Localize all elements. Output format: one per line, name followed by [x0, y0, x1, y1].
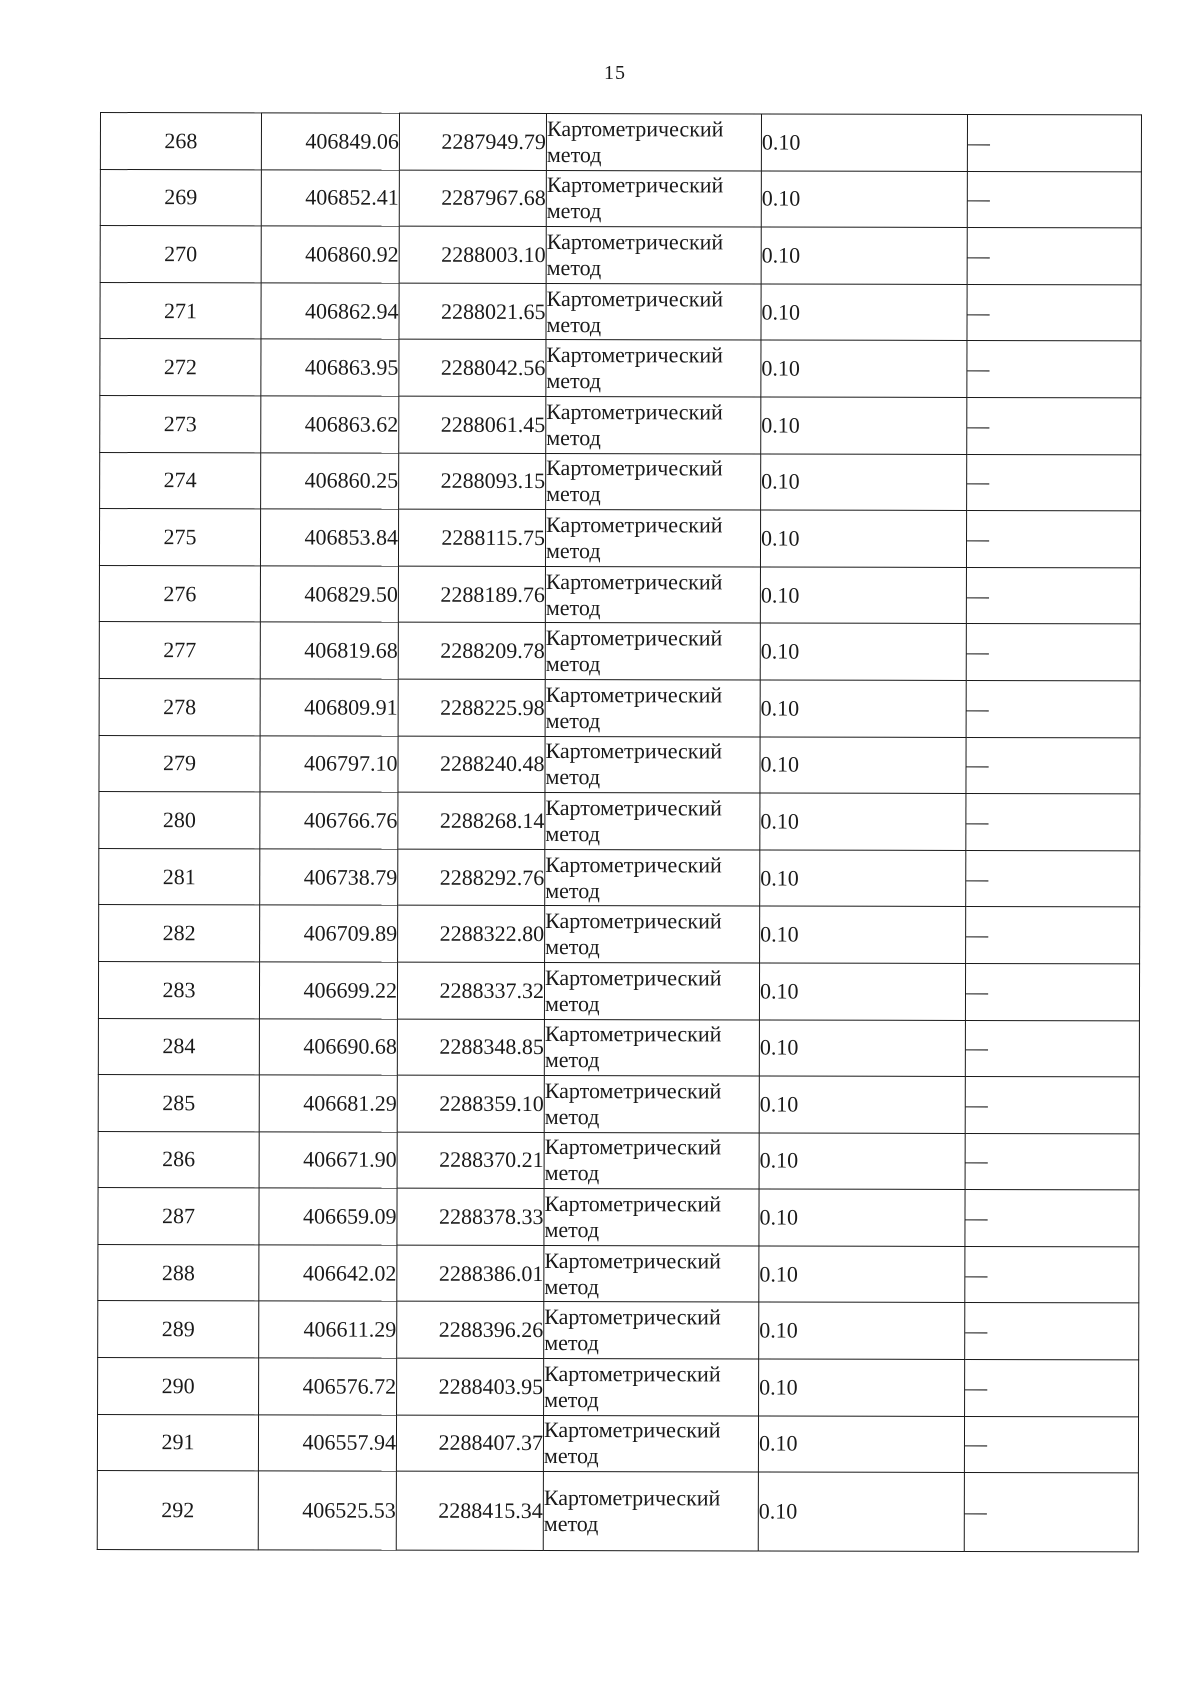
method-cell: Картометрический метод	[544, 962, 759, 1019]
accuracy-cell: 0.10	[759, 1359, 965, 1416]
accuracy-cell: 0.10	[759, 1019, 965, 1076]
x-coordinate-cell: 406829.50	[260, 566, 398, 623]
coordinates-table	[97, 112, 1142, 1553]
method-cell: Картометрический метод	[545, 566, 760, 623]
y-coordinate-cell: 2288378.33	[397, 1188, 544, 1245]
y-coordinate-cell: 2288348.85	[397, 1019, 544, 1076]
y-coordinate-cell: 2288225.98	[398, 679, 545, 736]
description-cell: —	[967, 114, 1141, 171]
accuracy-cell: 0.10	[760, 906, 966, 963]
accuracy-cell: 0.10	[758, 1472, 964, 1551]
x-coordinate-cell: 406797.10	[260, 735, 398, 792]
x-coordinate-cell: 406738.79	[260, 849, 398, 906]
point-number-cell: 278	[99, 678, 260, 735]
page-number: 15	[604, 62, 626, 84]
method-cell: Картометрический метод	[545, 793, 760, 850]
method-cell: Картометрический метод	[545, 623, 760, 680]
method-cell: Картометрический метод	[545, 510, 760, 567]
method-cell: Картометрический метод	[546, 340, 761, 397]
x-coordinate-cell: 406576.72	[259, 1358, 397, 1415]
y-coordinate-cell: 2288042.56	[399, 340, 546, 397]
table-row	[100, 169, 1141, 228]
method-cell: Картометрический метод	[544, 1245, 759, 1302]
point-number-cell: 290	[98, 1358, 259, 1415]
x-coordinate-cell: 406819.68	[260, 622, 398, 679]
point-number-cell: 270	[100, 226, 261, 283]
accuracy-cell: 0.10	[759, 963, 965, 1020]
y-coordinate-cell: 2288370.21	[397, 1132, 544, 1189]
x-coordinate-cell: 406862.94	[261, 283, 399, 340]
method-cell: Картометрический метод	[544, 1189, 759, 1246]
table-row	[100, 339, 1141, 398]
accuracy-cell: 0.10	[761, 114, 967, 171]
x-coordinate-cell: 406671.90	[259, 1132, 397, 1189]
y-coordinate-cell: 2288268.14	[398, 792, 545, 849]
table-row	[100, 452, 1141, 511]
accuracy-cell: 0.10	[761, 340, 967, 397]
accuracy-cell: 0.10	[759, 1302, 965, 1359]
accuracy-cell: 0.10	[758, 1416, 964, 1473]
x-coordinate-cell: 406766.76	[260, 792, 398, 849]
x-coordinate-cell: 406860.92	[261, 226, 399, 283]
point-number-cell: 288	[98, 1244, 259, 1301]
accuracy-cell: 0.10	[761, 397, 967, 454]
y-coordinate-cell: 2288396.26	[397, 1302, 544, 1359]
x-coordinate-cell: 406611.29	[259, 1301, 397, 1358]
y-coordinate-cell: 2288093.15	[399, 453, 546, 510]
y-coordinate-cell: 2288209.78	[398, 623, 545, 680]
point-number-cell: 271	[100, 282, 261, 339]
method-cell: Картометрический метод	[546, 396, 761, 453]
point-number-cell: 276	[99, 565, 260, 622]
table-row	[99, 905, 1140, 964]
table-row	[97, 1471, 1138, 1552]
table-row	[99, 509, 1140, 568]
y-coordinate-cell: 2288322.80	[398, 905, 545, 962]
description-cell: —	[965, 1360, 1139, 1417]
point-number-cell: 281	[99, 848, 260, 905]
accuracy-cell: 0.10	[761, 227, 967, 284]
x-coordinate-cell: 406849.06	[261, 113, 399, 170]
method-cell: Картометрический метод	[545, 849, 760, 906]
x-coordinate-cell: 406525.53	[258, 1471, 396, 1550]
table-row	[100, 282, 1141, 341]
description-cell: —	[967, 284, 1141, 341]
point-number-cell: 291	[97, 1414, 258, 1471]
table-row	[97, 1414, 1138, 1473]
point-number-cell: 272	[100, 339, 261, 396]
point-number-cell: 268	[100, 113, 261, 170]
accuracy-cell: 0.10	[761, 454, 967, 511]
y-coordinate-cell: 2287967.68	[399, 170, 546, 227]
accuracy-cell: 0.10	[760, 793, 966, 850]
description-cell: —	[964, 1473, 1138, 1552]
point-number-cell: 274	[100, 452, 261, 509]
point-number-cell: 286	[98, 1131, 259, 1188]
table-row	[99, 848, 1140, 907]
table-row	[99, 622, 1140, 681]
description-cell: —	[967, 397, 1141, 454]
method-cell: Картометрический метод	[546, 170, 761, 227]
description-cell: —	[966, 737, 1140, 794]
description-cell: —	[966, 850, 1140, 907]
method-cell: Картометрический метод	[546, 114, 761, 171]
point-number-cell: 269	[100, 169, 261, 226]
table-row	[98, 1301, 1139, 1360]
table-row	[99, 565, 1140, 624]
accuracy-cell: 0.10	[759, 1076, 965, 1133]
description-cell: —	[965, 1303, 1139, 1360]
accuracy-cell: 0.10	[760, 623, 966, 680]
table-row	[100, 113, 1141, 172]
description-cell: —	[966, 624, 1140, 681]
description-cell: —	[967, 228, 1141, 285]
description-cell: —	[965, 1133, 1139, 1190]
description-cell: —	[966, 567, 1140, 624]
accuracy-cell: 0.10	[760, 850, 966, 907]
point-number-cell: 284	[98, 1018, 259, 1075]
point-number-cell: 287	[98, 1188, 259, 1245]
method-cell: Картометрический метод	[543, 1472, 758, 1551]
table-row	[98, 1358, 1139, 1417]
x-coordinate-cell: 406863.62	[261, 396, 399, 453]
point-number-cell: 277	[99, 622, 260, 679]
y-coordinate-cell: 2288337.32	[397, 962, 544, 1019]
table-row	[99, 792, 1140, 851]
description-cell: —	[967, 454, 1141, 511]
x-coordinate-cell: 406809.91	[260, 679, 398, 736]
y-coordinate-cell: 2288359.10	[397, 1075, 544, 1132]
accuracy-cell: 0.10	[760, 737, 966, 794]
method-cell: Картометрический метод	[543, 1415, 758, 1472]
method-cell: Картометрический метод	[546, 283, 761, 340]
x-coordinate-cell: 406557.94	[258, 1415, 396, 1472]
x-coordinate-cell: 406681.29	[259, 1075, 397, 1132]
description-cell: —	[966, 680, 1140, 737]
y-coordinate-cell: 2287949.79	[399, 113, 546, 170]
y-coordinate-cell: 2288021.65	[399, 283, 546, 340]
x-coordinate-cell: 406659.09	[259, 1188, 397, 1245]
coordinates-table-body	[97, 113, 1141, 1553]
description-cell: —	[966, 794, 1140, 851]
description-cell: —	[965, 1246, 1139, 1303]
y-coordinate-cell: 2288003.10	[399, 226, 546, 283]
accuracy-cell: 0.10	[760, 567, 966, 624]
point-number-cell: 279	[99, 735, 260, 792]
method-cell: Картометрический метод	[544, 1359, 759, 1416]
accuracy-cell: 0.10	[760, 510, 966, 567]
x-coordinate-cell: 406852.41	[261, 169, 399, 226]
accuracy-cell: 0.10	[761, 284, 967, 341]
method-cell: Картометрический метод	[545, 906, 760, 963]
method-cell: Картометрический метод	[544, 1132, 759, 1189]
point-number-cell: 275	[99, 509, 260, 566]
point-number-cell: 282	[99, 905, 260, 962]
description-cell: —	[965, 1020, 1139, 1077]
description-cell: —	[967, 171, 1141, 228]
description-cell: —	[964, 1416, 1138, 1473]
y-coordinate-cell: 2288415.34	[396, 1471, 543, 1550]
description-cell: —	[966, 907, 1140, 964]
y-coordinate-cell: 2288407.37	[396, 1415, 543, 1472]
x-coordinate-cell: 406642.02	[259, 1245, 397, 1302]
y-coordinate-cell: 2288292.76	[398, 849, 545, 906]
table-row	[99, 678, 1140, 737]
accuracy-cell: 0.10	[760, 680, 966, 737]
x-coordinate-cell: 406853.84	[260, 509, 398, 566]
method-cell: Картометрический метод	[545, 736, 760, 793]
y-coordinate-cell: 2288061.45	[399, 396, 546, 453]
x-coordinate-cell: 406860.25	[261, 452, 399, 509]
accuracy-cell: 0.10	[759, 1246, 965, 1303]
table-row	[98, 1075, 1139, 1134]
point-number-cell: 273	[100, 395, 261, 452]
x-coordinate-cell: 406709.89	[260, 905, 398, 962]
method-cell: Картометрический метод	[544, 1302, 759, 1359]
y-coordinate-cell: 2288115.75	[398, 509, 545, 566]
accuracy-cell: 0.10	[759, 1189, 965, 1246]
y-coordinate-cell: 2288386.01	[397, 1245, 544, 1302]
accuracy-cell: 0.10	[759, 1133, 965, 1190]
x-coordinate-cell: 406863.95	[261, 339, 399, 396]
description-cell: —	[966, 511, 1140, 568]
method-cell: Картометрический метод	[544, 1019, 759, 1076]
y-coordinate-cell: 2288240.48	[398, 736, 545, 793]
table-row	[98, 1188, 1139, 1247]
table-row	[98, 1244, 1139, 1303]
method-cell: Картометрический метод	[545, 679, 760, 736]
point-number-cell: 283	[98, 961, 259, 1018]
point-number-cell: 292	[97, 1471, 258, 1550]
table-row	[98, 1018, 1139, 1077]
point-number-cell: 285	[98, 1075, 259, 1132]
description-cell: —	[965, 1190, 1139, 1247]
point-number-cell: 289	[98, 1301, 259, 1358]
method-cell: Картометрический метод	[544, 1076, 759, 1133]
x-coordinate-cell: 406699.22	[259, 962, 397, 1019]
table-row	[100, 226, 1141, 285]
y-coordinate-cell: 2288189.76	[398, 566, 545, 623]
point-number-cell: 280	[99, 792, 260, 849]
table-row	[100, 395, 1141, 454]
y-coordinate-cell: 2288403.95	[397, 1358, 544, 1415]
accuracy-cell: 0.10	[761, 171, 967, 228]
description-cell: —	[967, 341, 1141, 398]
method-cell: Картометрический метод	[546, 453, 761, 510]
description-cell: —	[965, 1077, 1139, 1134]
table-row	[98, 961, 1139, 1020]
description-cell: —	[965, 963, 1139, 1020]
x-coordinate-cell: 406690.68	[259, 1018, 397, 1075]
method-cell: Картометрический метод	[546, 227, 761, 284]
table-row	[99, 735, 1140, 794]
table-row	[98, 1131, 1139, 1190]
